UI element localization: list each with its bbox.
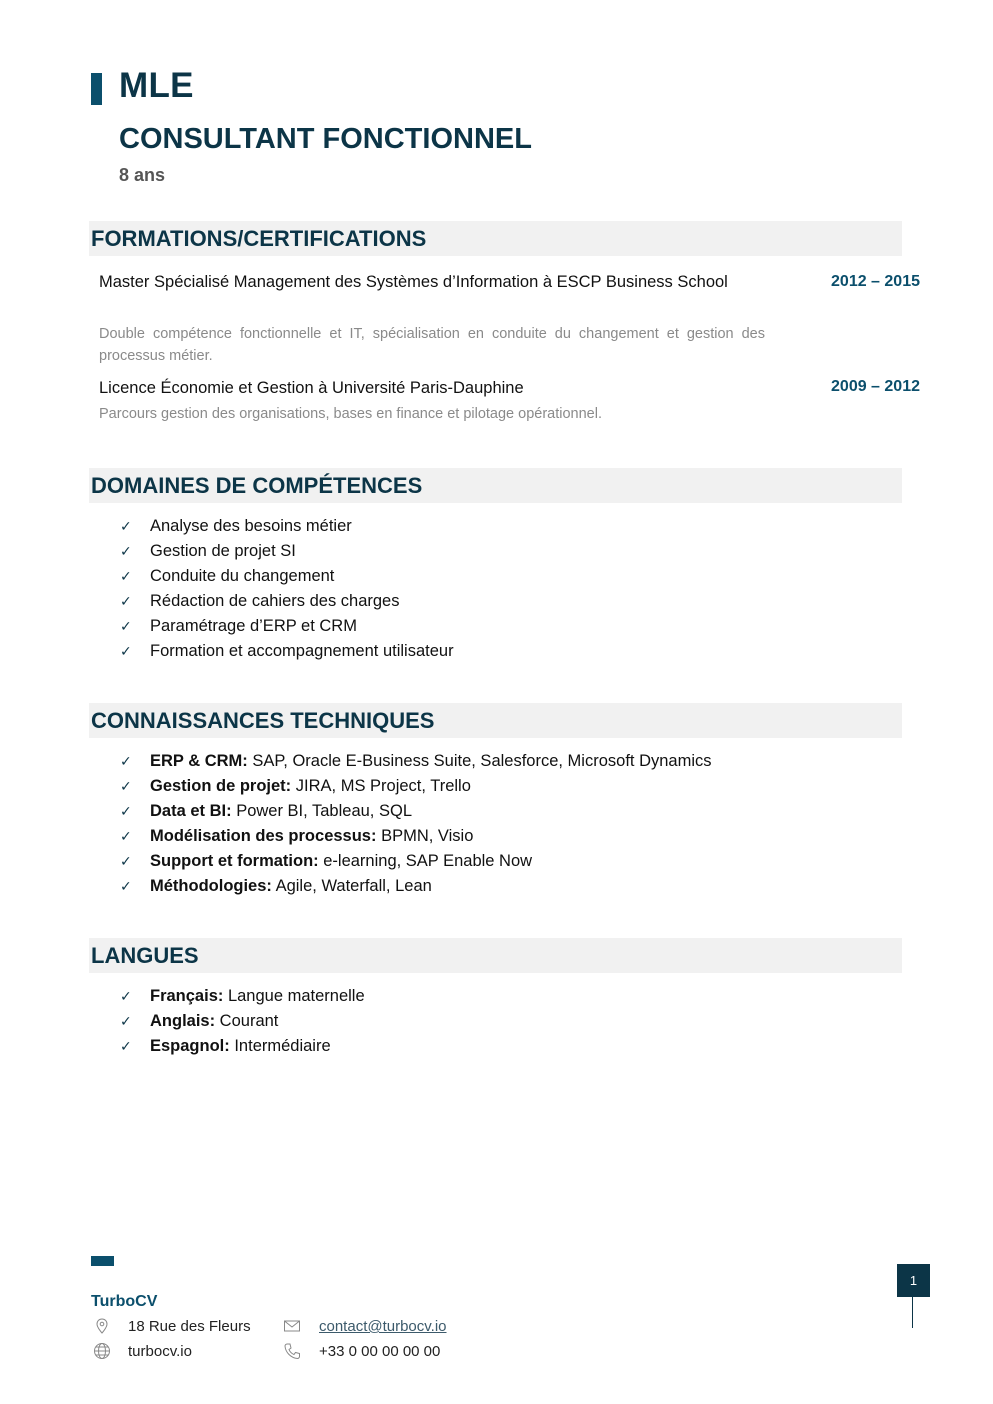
- list-item: [120, 539, 454, 564]
- list-item: [120, 564, 454, 589]
- check-icon: ✓: [120, 568, 132, 584]
- skill-text: Formation et accompagnement utilisateur: [150, 642, 454, 660]
- phone-icon: [283, 1342, 301, 1360]
- language-level: Intermédiaire: [229, 1037, 331, 1055]
- section-title-skills: DOMAINES DE COMPÉTENCES: [89, 468, 902, 503]
- education-description: Parcours gestion des organisations, bases en finance et pilotage opérationnel.: [99, 406, 602, 422]
- skill-text: Analyse des besoins métier: [150, 517, 352, 535]
- tech-label: Méthodologies:: [150, 877, 272, 895]
- language-level: Langue maternelle: [223, 987, 365, 1005]
- footer-brand: TurboCV: [91, 1293, 158, 1310]
- education-dates: 2009 – 2012: [831, 378, 920, 395]
- list-item: [120, 749, 712, 774]
- check-icon: ✓: [120, 853, 132, 869]
- tech-label: Support et formation:: [150, 852, 319, 870]
- check-icon: ✓: [120, 778, 132, 794]
- job-title: CONSULTANT FONCTIONNEL: [119, 123, 532, 155]
- list-item: [120, 1009, 365, 1034]
- skill-text: Conduite du changement: [150, 567, 335, 585]
- language-level: Courant: [215, 1012, 279, 1030]
- tech-value: SAP, Oracle E-Business Suite, Salesforce, Microsoft Dynamics: [247, 752, 712, 770]
- list-item: [120, 514, 454, 539]
- language-label: Français:: [150, 987, 224, 1005]
- list-item: [120, 614, 454, 639]
- tech-value: JIRA, MS Project, Trello: [291, 777, 471, 795]
- tech-value: BPMN, Visio: [376, 827, 474, 845]
- education-description: Double compétence fonctionnelle et IT, spécialisation en conduite du changement et gestion des processus métier.: [99, 326, 765, 364]
- list-item: [120, 799, 712, 824]
- page-number-line: [912, 1297, 913, 1328]
- page-number: 1: [897, 1264, 930, 1297]
- technical-list: [120, 749, 712, 899]
- check-icon: ✓: [120, 803, 132, 819]
- check-icon: ✓: [120, 1038, 132, 1054]
- footer-phone: +33 0 00 00 00 00: [319, 1343, 441, 1360]
- section-title-languages: LANGUES: [89, 938, 902, 973]
- footer-website: turbocv.io: [128, 1343, 192, 1360]
- check-icon: ✓: [120, 518, 132, 534]
- tech-value: Power BI, Tableau, SQL: [231, 802, 412, 820]
- check-icon: ✓: [120, 878, 132, 894]
- skill-text: Paramétrage d’ERP et CRM: [150, 617, 357, 635]
- check-icon: ✓: [120, 988, 132, 1004]
- list-item: [120, 639, 454, 664]
- footer-address: 18 Rue des Fleurs: [128, 1318, 251, 1335]
- tech-label: ERP & CRM:: [150, 752, 248, 770]
- check-icon: ✓: [120, 753, 132, 769]
- list-item: [120, 984, 365, 1009]
- list-item: [120, 849, 712, 874]
- check-icon: ✓: [120, 618, 132, 634]
- footer-accent-bar: [91, 1256, 114, 1266]
- tech-label: Data et BI:: [150, 802, 232, 820]
- footer-email-link[interactable]: contact@turbocv.io: [319, 1318, 447, 1335]
- candidate-name: MLE: [119, 66, 194, 105]
- list-item: [120, 1034, 365, 1059]
- list-item: [120, 589, 454, 614]
- tech-value: Agile, Waterfall, Lean: [271, 877, 432, 895]
- education-title: Master Spécialisé Management des Systèmes d’Information à ESCP Business School: [99, 273, 728, 291]
- skill-text: Gestion de projet SI: [150, 542, 296, 560]
- name-accent-bar: [91, 73, 102, 105]
- skills-list: [120, 514, 454, 664]
- tech-value: e-learning, SAP Enable Now: [318, 852, 533, 870]
- languages-list: [120, 984, 365, 1059]
- experience-years: 8 ans: [119, 165, 166, 185]
- globe-icon: [93, 1342, 111, 1360]
- skill-text: Rédaction de cahiers des charges: [150, 592, 400, 610]
- section-title-education: FORMATIONS/CERTIFICATIONS: [89, 221, 902, 256]
- section-title-technical: CONNAISSANCES TECHNIQUES: [89, 703, 902, 738]
- education-title: Licence Économie et Gestion à Université Paris-Dauphine: [99, 379, 524, 397]
- list-item: [120, 824, 712, 849]
- tech-label: Gestion de projet:: [150, 777, 292, 795]
- check-icon: ✓: [120, 643, 132, 659]
- education-dates: 2012 – 2015: [831, 273, 920, 290]
- location-pin-icon: [93, 1317, 111, 1335]
- tech-label: Modélisation des processus:: [150, 827, 377, 845]
- check-icon: ✓: [120, 543, 132, 559]
- check-icon: ✓: [120, 828, 132, 844]
- envelope-icon: [283, 1317, 301, 1335]
- check-icon: ✓: [120, 593, 132, 609]
- list-item: [120, 874, 712, 899]
- list-item: [120, 774, 712, 799]
- language-label: Anglais:: [150, 1012, 216, 1030]
- language-label: Espagnol:: [150, 1037, 230, 1055]
- check-icon: ✓: [120, 1013, 132, 1029]
